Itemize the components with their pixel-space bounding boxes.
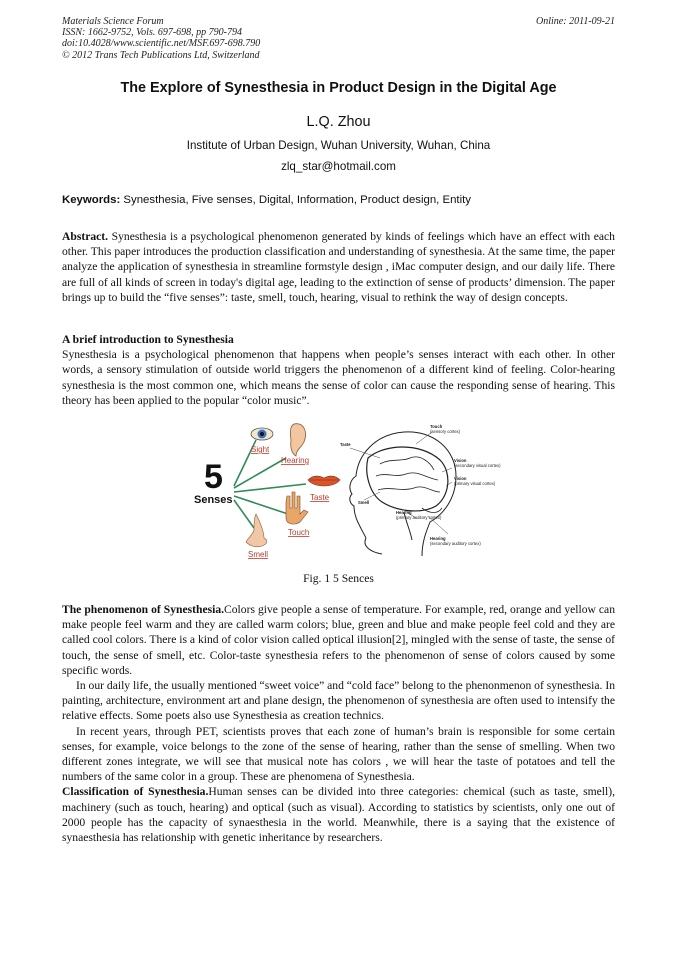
sight-label: Sight (251, 445, 270, 454)
five-senses-illustration (190, 418, 501, 562)
abstract-text: Synesthesia is a psychological phenomenon generated by kinds of feelings which have an effect with each other. This paper introduces the production classification and understanding of synesthesia. At the same time, the paper analyze the application of synesthesia in streamline formstyle design , iMac computer design, and our daily life. There are full of all kinds of screen in today's digital age, leading to the extinction of sense of products’ dimension. The paper brings up to build the “five senses”: taste, smell, touch, hearing, visual to rethink the way of design concepts. (62, 230, 615, 304)
phenomenon-paragraph-3: In recent years, through PET, scientists proves that each zone of human’s brain is responsible for some certain senses, for example, voice belongs to the zone of the sense of hearing, rather than the sense of smelling. When two different zones integrate, we will see that musical note has colors , we will hear the taste of potatoes and tell the numbers of the same color in a group. These are phenomena of Synesthesia. (62, 724, 615, 784)
keywords-label: Keywords: (62, 194, 121, 206)
figure-caption: Fig. 1 5 Sences (303, 572, 374, 585)
touch-label: Touch (288, 528, 310, 537)
keywords (62, 194, 622, 206)
brain-label-touch: Touch (430, 424, 443, 429)
phenomenon-heading: The phenomenon of Synesthesia. (62, 603, 225, 616)
brain-label-taste: Taste (340, 442, 351, 447)
brain-label-hearing-primary: Hearing (396, 510, 412, 515)
section-phenomenon (62, 602, 615, 845)
affiliation: Institute of Urban Design, Wuhan University, Wuhan, China (186, 139, 491, 152)
issn-line: ISSN: 1662-9752, Vols. 697-698, pp 790-794 (62, 27, 242, 39)
smell-label: Smell (248, 550, 269, 559)
ear-icon (290, 424, 305, 456)
section-heading: A brief introduction to Synesthesia (62, 333, 234, 346)
nose-icon (246, 514, 267, 547)
eye-icon (251, 428, 273, 440)
lips-icon (308, 476, 340, 486)
classification-paragraph (62, 784, 615, 845)
journal-header (62, 16, 615, 61)
brain-label-hearing-secondary: Hearing (430, 536, 446, 541)
brain-label-hearing-secondary-sub: (secondary auditory cortex) (430, 541, 481, 546)
hand-icon (286, 492, 308, 524)
taste-label: Taste (310, 493, 330, 502)
five-number: 5 (204, 458, 223, 496)
phenomenon-paragraph-2: In our daily life, the usually mentioned “sweet voice” and “cold face” belong to the phenonmenon of synesthesia. In painting, architecture, environment art and plane design, the phenomenon of synesthesia are often used to intensify the relative effects. Some poets also use Synesthesia as creation technics. (62, 679, 615, 723)
hearing-label: Hearing (281, 456, 310, 465)
brain-label-hearing-primary-sub: (primary auditory cortex) (396, 515, 442, 520)
paper-title: The Explore of Synesthesia in Product Design in the Digital Age (120, 80, 557, 96)
phenomenon-paragraph-1 (62, 602, 615, 678)
author: L.Q. Zhou (306, 114, 371, 130)
section-brief-introduction (62, 332, 615, 408)
journal-name: Materials Science Forum (62, 16, 164, 27)
classification-text: Human senses can be divided into three categories: chemical (such as taste, smell), machinery (such as touch, hearing) and optical (such as visual). According to statistics by scientists, only one out of 2000 people has the capacity of synaesthesia in the world. Meanwhile, there is a saying that the existence of synaesthesia has relationship with genetic inheritance by researchers. (62, 785, 615, 845)
section-text: Synesthesia is a psychological phenomenon that happens when people’s senses interact with each other. In other words, a sensory stimulation of outside world triggers the phenomenon of a different kind of feeling. Color-hearing synesthesia is the most common one, which means the sense of color can cause the responding sense of hearing. This theory has been applied to the popular “color music”. (62, 348, 615, 407)
online-date: Online: 2011-09-21 (536, 16, 615, 27)
copyright-line: © 2012 Trans Tech Publications Ltd, Switzerland (62, 49, 260, 61)
brain-label-vision-secondary: Vision (454, 458, 467, 463)
figure-five-senses (190, 418, 501, 562)
doi-line: doi:10.4028/www.scientific.net/MSF.697-698.790 (62, 38, 261, 50)
keywords-text: Synesthesia, Five senses, Digital, Information, Product design, Entity (123, 194, 471, 206)
brain-label-vision-primary: Vision (454, 476, 467, 481)
abstract-label: Abstract. (62, 230, 109, 243)
brain-label-smell: Smell (358, 500, 370, 505)
abstract (62, 229, 615, 305)
brain-label-vision-secondary-sub: (secondary visual cortex) (454, 463, 501, 468)
brain-label-touch-sub: (sensory cortex) (430, 429, 461, 434)
phenomenon-text-1: Colors give people a sense of temperature. For example, red, orange and yellow can make people feel warm and they are called warm colors; blue, green and blue and make people feel cold and they are called cool colors. There is a kind of color vision called optical illusion[2], mingled with the sense of taste, the sense of touch, the sense of smell, etc. Color-taste synesthesia refers to the phenomenon of sense of colors caused by some specific words. (62, 603, 615, 677)
classification-heading: Classification of Synesthesia. (62, 785, 209, 799)
author-email: zlq_star@hotmail.com (281, 160, 396, 173)
brain-label-vision-primary-sub: (primary visual cortex) (454, 481, 496, 486)
senses-label: Senses (194, 494, 233, 506)
